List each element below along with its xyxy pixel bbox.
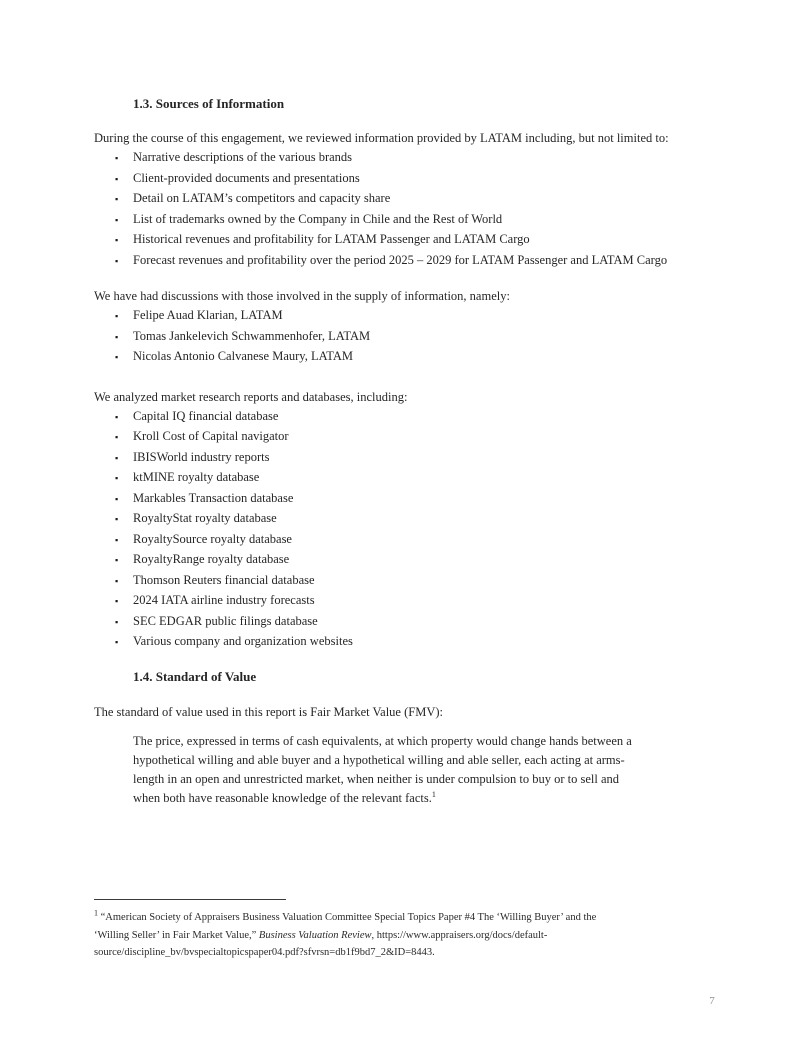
list-item xyxy=(94,169,717,190)
quote-line xyxy=(133,789,717,808)
list-item-text: Narrative descriptions of the various brands xyxy=(133,150,353,164)
list-item xyxy=(94,448,717,469)
list-item xyxy=(94,591,717,612)
list-item xyxy=(94,327,717,348)
bullet-icon: ▪ xyxy=(115,432,119,442)
page-content xyxy=(94,94,717,808)
bullet-icon: ▪ xyxy=(115,473,119,483)
standard-of-value-paragraph: The standard of value used in this report is Fair Market Value (FMV): xyxy=(94,704,443,719)
list-item-text: 2024 IATA airline industry forecasts xyxy=(133,593,315,607)
fmv-definition-blockquote xyxy=(133,732,717,808)
list-item xyxy=(94,550,717,571)
section-heading-1-4: 1.4. Standard of Value xyxy=(133,668,257,684)
quote-line: hypothetical willing and able buyer and a hypothetical willing and able seller, each acting at arms- xyxy=(133,752,625,767)
bullet-icon: ▪ xyxy=(115,534,119,545)
bullet-icon: ▪ xyxy=(115,575,119,586)
bullet-icon: ▪ xyxy=(115,311,119,321)
intro-paragraph: During the course of this engagement, we reviewed information provided by LATAM including, but not limited to: xyxy=(94,131,669,145)
list-item xyxy=(94,230,717,251)
bullet-icon: ▪ xyxy=(115,352,119,362)
list-item-text: IBISWorld industry reports xyxy=(133,449,270,464)
footnote-separator xyxy=(94,899,286,900)
list-item-text: Tomas Jankelevich Schwammenhofer, LATAM xyxy=(133,328,371,343)
list-item xyxy=(94,210,717,231)
list-item-text: Felipe Auad Klarian, LATAM xyxy=(133,308,283,322)
footnote-line xyxy=(94,944,734,962)
bullet-icon: ▪ xyxy=(115,555,119,565)
list-item-text: RoyaltySource royalty database xyxy=(133,531,292,546)
bullet-icon: ▪ xyxy=(115,616,119,627)
list-item-text: Thomson Reuters financial database xyxy=(133,572,315,587)
bullet-icon: ▪ xyxy=(115,596,119,606)
list-item-text: Forecast revenues and profitability over the period 2025 – 2029 for LATAM Passenger and LATAM Cargo xyxy=(133,252,668,267)
footnote-marker: 1 xyxy=(94,908,98,918)
list-item xyxy=(94,347,717,368)
list-item xyxy=(94,489,717,510)
quote-line: length in an open and unrestricted market, when neither is under compulsion to buy or to sell and xyxy=(133,771,619,786)
bullet-icon: ▪ xyxy=(115,637,119,647)
bullet-icon: ▪ xyxy=(115,331,119,342)
bullet-icon: ▪ xyxy=(115,173,119,184)
bullet-icon: ▪ xyxy=(115,153,119,163)
list-item xyxy=(94,407,717,428)
bullet-icon: ▪ xyxy=(115,214,119,225)
quote-line-text: when both have reasonable knowledge of the relevant facts. xyxy=(133,790,432,805)
page-number: 7 xyxy=(709,995,715,1007)
contacts-list xyxy=(94,306,717,368)
list-item-text: Capital IQ financial database xyxy=(133,408,279,423)
documents-list xyxy=(94,148,717,271)
list-item-text: Kroll Cost of Capital navigator xyxy=(133,429,289,443)
list-item xyxy=(94,509,717,530)
list-item-text: Various company and organization websites xyxy=(133,634,353,648)
list-item-text: Nicolas Antonio Calvanese Maury, LATAM xyxy=(133,349,354,363)
list-item xyxy=(94,612,717,633)
bullet-icon: ▪ xyxy=(115,194,119,204)
list-item xyxy=(94,251,717,272)
footnote-line xyxy=(94,927,734,945)
section-heading-1-3: 1.3. Sources of Information xyxy=(133,96,285,111)
list-item xyxy=(94,571,717,592)
list-item xyxy=(94,189,717,210)
footnote-reference: 1 xyxy=(431,789,436,799)
footnote-url: , https://www.appraisers.org/docs/default- xyxy=(371,929,548,941)
list-item-text: Historical revenues and profitability for LATAM Passenger and LATAM Cargo xyxy=(133,232,530,246)
list-item xyxy=(94,530,717,551)
list-item-text: List of trademarks owned by the Company in Chile and the Rest of World xyxy=(133,211,503,226)
quote-line: The price, expressed in terms of cash equivalents, at which property would change hands between a xyxy=(133,733,632,748)
databases-paragraph: We analyzed market research reports and databases, including: xyxy=(94,389,408,404)
bullet-icon: ▪ xyxy=(115,411,119,422)
bullet-icon: ▪ xyxy=(115,452,119,463)
footnote-text: “American Society of Appraisers Business Valuation Committee Special Topics Paper #4 The ‘Willing Buyer’ and the xyxy=(100,912,597,923)
list-item xyxy=(94,427,717,448)
footnote-text: ‘Willing Seller’ in Fair Market Value,” xyxy=(94,929,259,941)
list-item-text: Client-provided documents and presentations xyxy=(133,170,360,185)
list-item-text: Markables Transaction database xyxy=(133,490,294,505)
list-item-text: RoyaltyStat royalty database xyxy=(133,511,277,525)
bullet-icon: ▪ xyxy=(115,493,119,504)
list-item-text: Detail on LATAM’s competitors and capacity share xyxy=(133,191,391,205)
list-item xyxy=(94,148,717,169)
footnote-url: source/discipline_bv/bvspecialtopicspaper04.pdf?sfvrsn=db1f9bd7_2&ID=8443. xyxy=(94,947,435,958)
list-item xyxy=(94,306,717,327)
list-item-text: RoyaltyRange royalty database xyxy=(133,552,290,566)
bullet-icon: ▪ xyxy=(115,514,119,524)
footnote xyxy=(94,909,734,962)
bullet-icon: ▪ xyxy=(115,235,119,245)
list-item xyxy=(94,468,717,489)
list-item xyxy=(94,632,717,653)
list-item-text: ktMINE royalty database xyxy=(133,470,260,484)
list-item-text: SEC EDGAR public filings database xyxy=(133,613,318,628)
footnote-line xyxy=(94,909,734,927)
discussions-paragraph: We have had discussions with those involved in the supply of information, namely: xyxy=(94,289,510,303)
bullet-icon: ▪ xyxy=(115,255,119,266)
databases-list xyxy=(94,407,717,653)
journal-title: Business Valuation Review xyxy=(258,929,372,941)
